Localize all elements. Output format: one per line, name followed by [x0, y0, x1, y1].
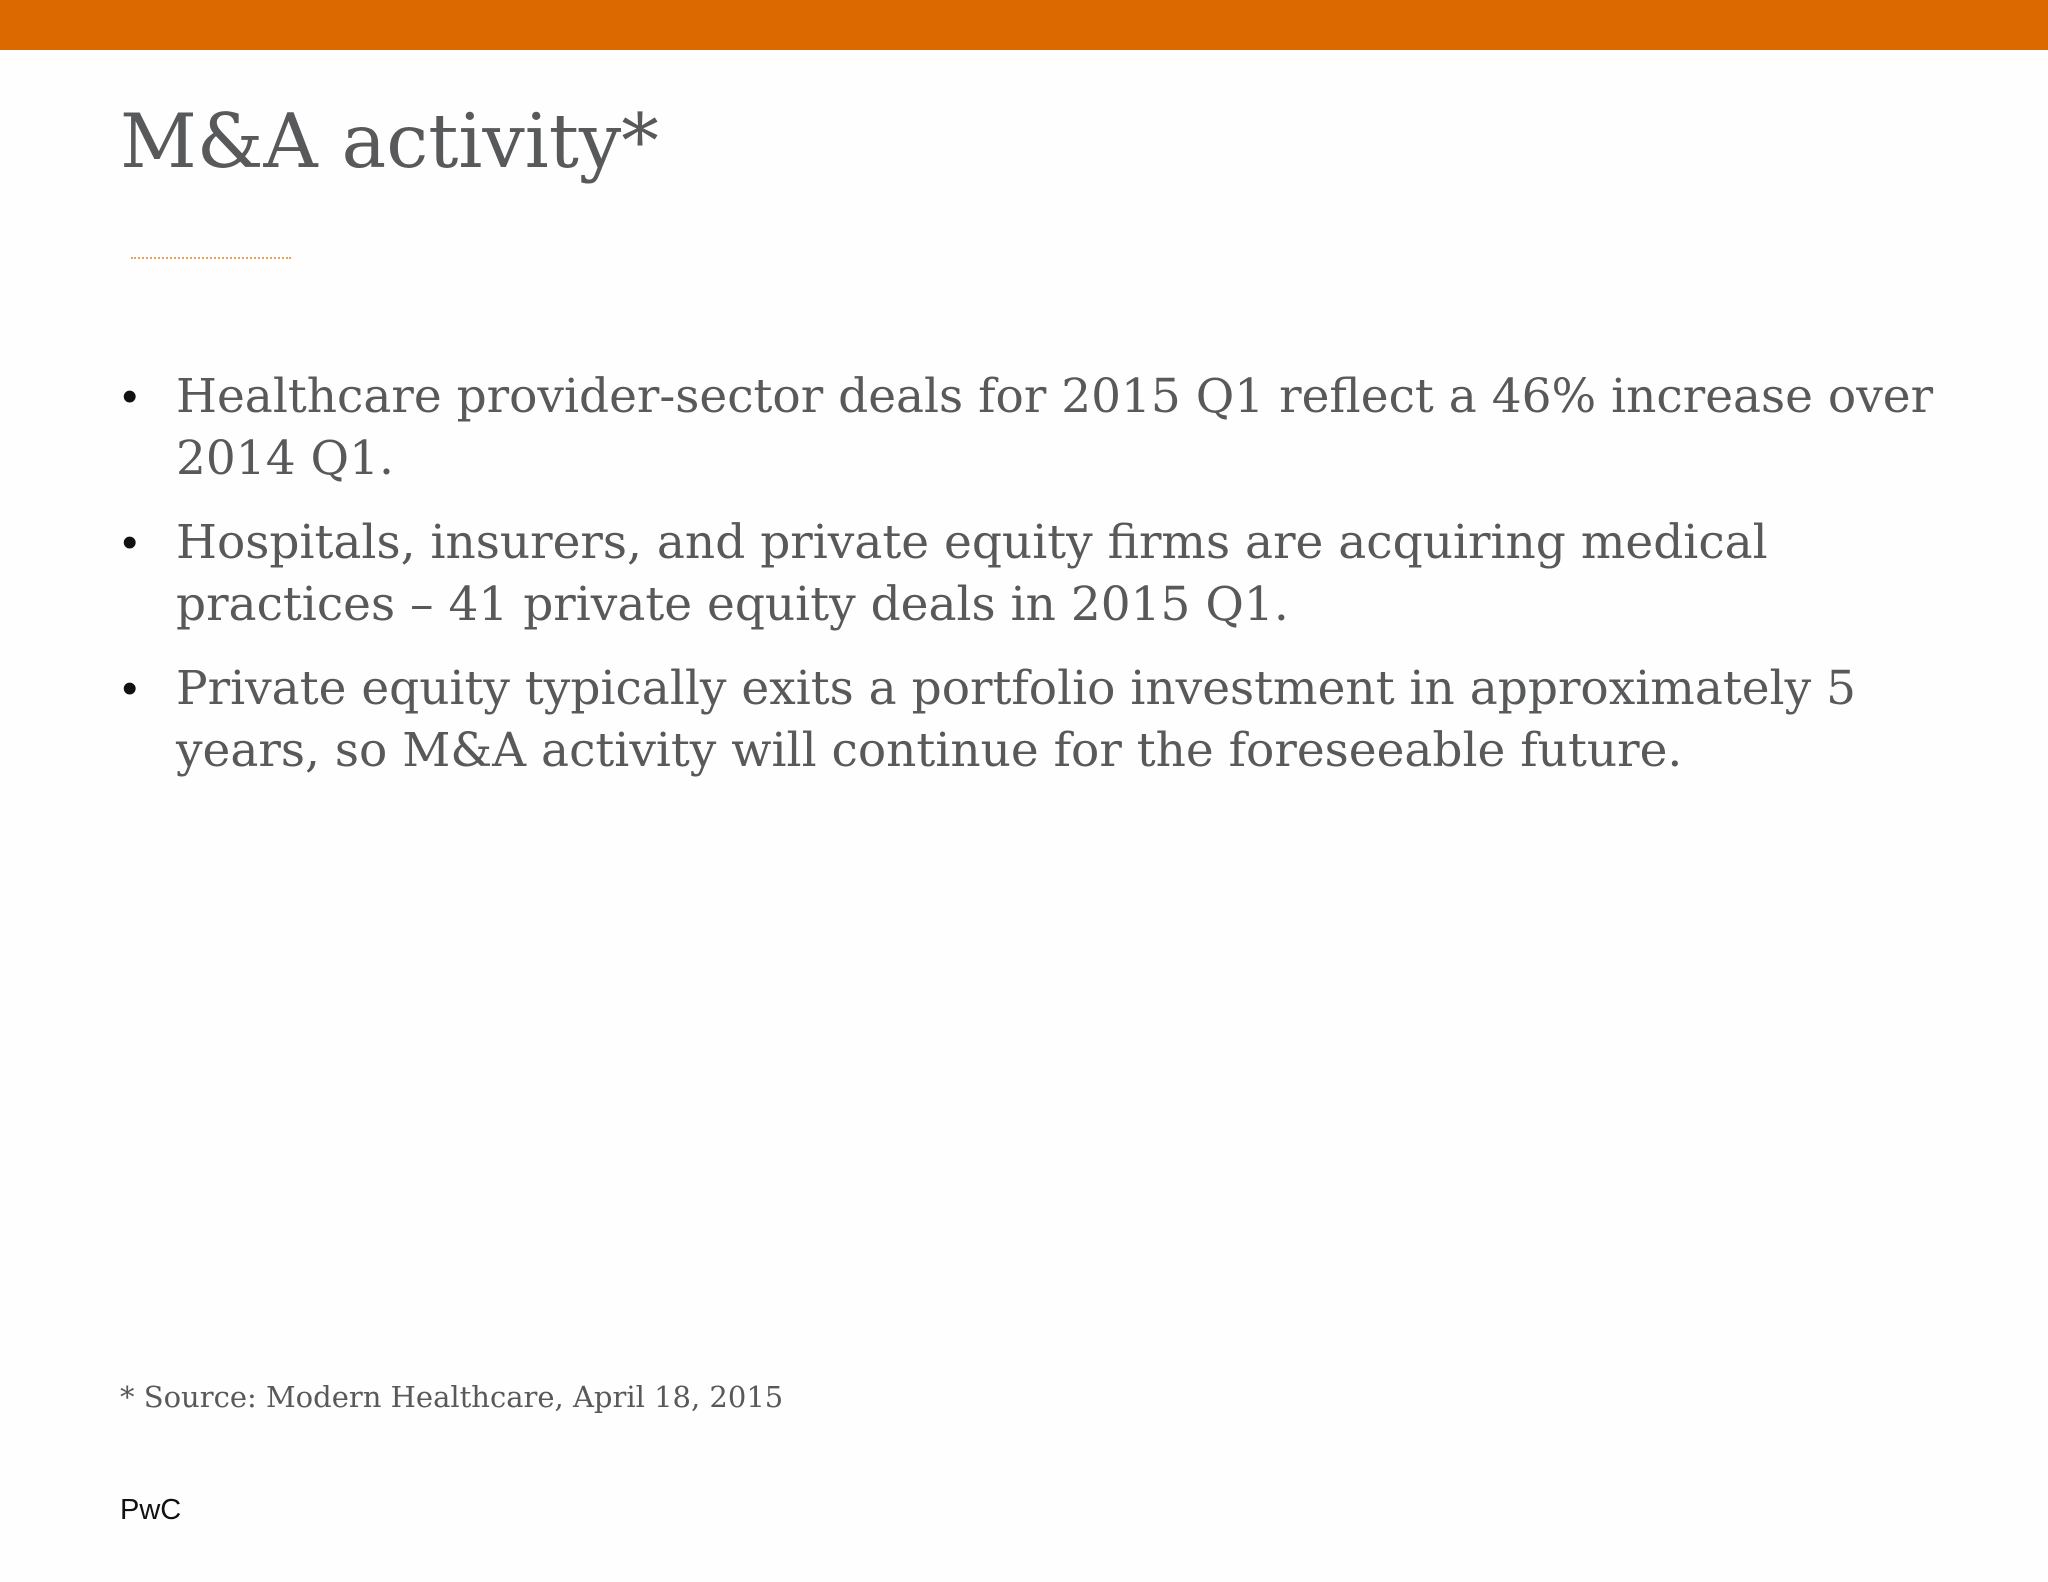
bullet-text: Private equity typically exits a portfolio investment in approximately 5 years, so M&A activity will continue for the foreseeable future. [176, 661, 1856, 778]
bullet-list [120, 366, 1950, 804]
bullet-text: Healthcare provider-sector deals for 2015 Q1 reflect a 46% increase over 2014 Q1. [176, 369, 1934, 486]
bullet-text: Hospitals, insurers, and private equity firms are acquiring medical practices – 41 private equity deals in 2015 Q1. [176, 515, 1768, 632]
top-accent-bar [0, 0, 2048, 50]
slide-title: M&A activity* [120, 97, 659, 185]
bullet-icon: • [122, 664, 138, 713]
bullet-icon: • [122, 372, 138, 421]
bullet-icon: • [122, 518, 138, 567]
title-divider [131, 257, 291, 259]
bullet-item [120, 512, 1950, 636]
brand-label: PwC [120, 1494, 182, 1526]
bullet-item [120, 658, 1950, 782]
bullet-item [120, 366, 1950, 490]
source-footnote: * Source: Modern Healthcare, April 18, 2015 [120, 1380, 784, 1414]
